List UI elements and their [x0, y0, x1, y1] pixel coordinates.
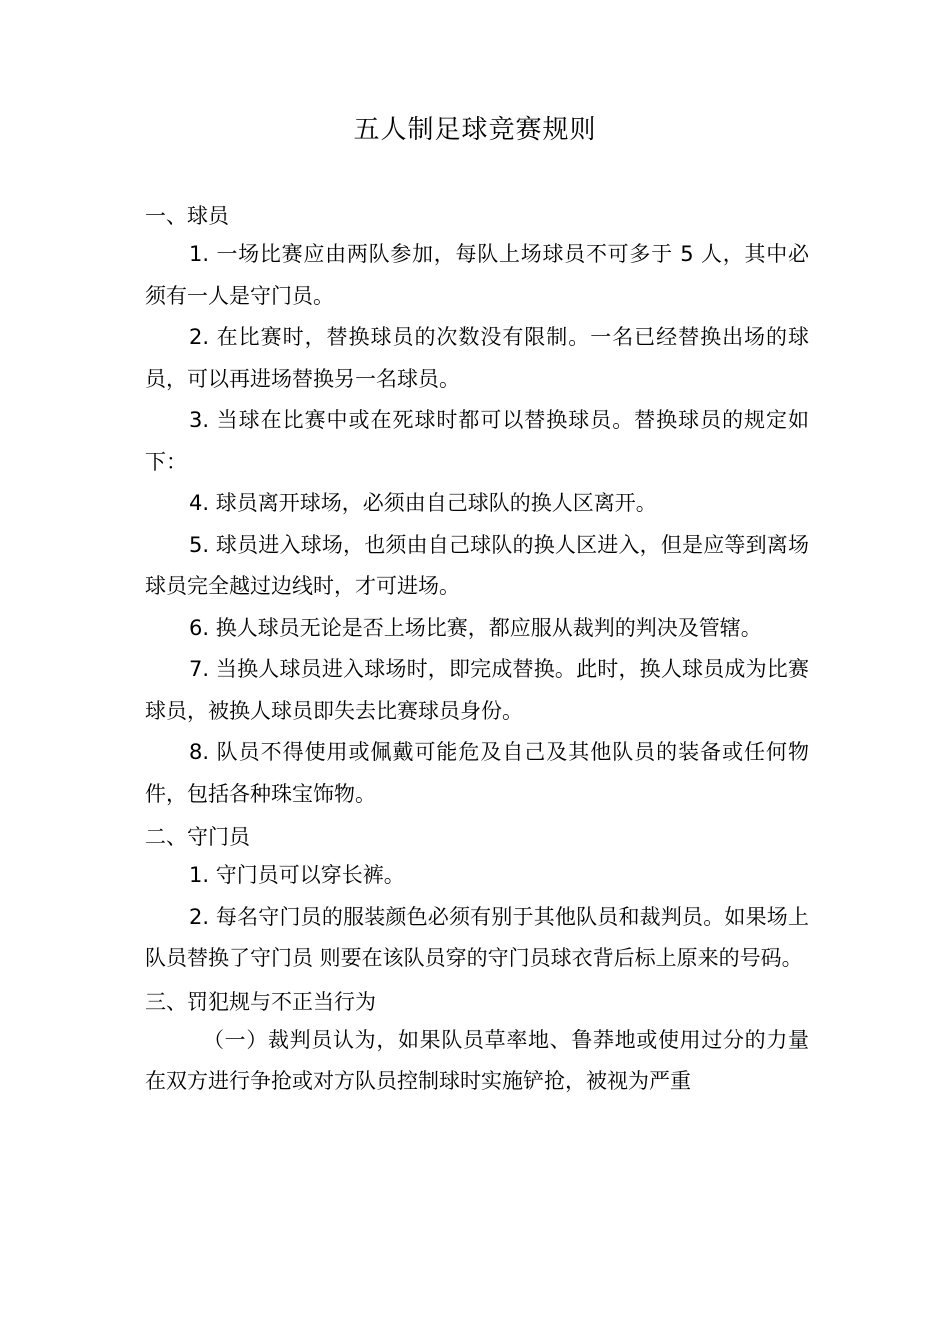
section-heading: 三、罚犯规与不正当行为 — [145, 989, 376, 1014]
rule-paragraph: 6. 换人球员无论是否上场比赛，都应服从裁判的判决及管辖。 — [189, 615, 762, 640]
rule-paragraph: 7. 当换人球员进入球场时，即完成替换。此时，换人球员成为比赛球员，被换人球员即失去比赛球员身份。 — [145, 657, 809, 723]
rule-paragraph: 3. 当球在比赛中或在死球时都可以替换球员。替换球员的规定如下： — [145, 408, 809, 474]
rule-paragraph: 1. 一场比赛应由两队参加，每队上场球员不可多于 5 人，其中必须有一人是守门员。 — [145, 242, 809, 308]
document-body — [145, 198, 809, 1103]
rule-paragraph: 2. 在比赛时，替换球员的次数没有限制。一名已经替换出场的球员，可以再进场替换另一名球员。 — [145, 325, 809, 391]
rule-paragraph: 5. 球员进入球场，也须由自己球队的换人区进入，但是应等到离场球员完全越过边线时，才可进场。 — [145, 532, 809, 598]
rule-paragraph: 1. 守门员可以穿长裤。 — [189, 863, 405, 887]
section-heading: 二、守门员 — [145, 825, 250, 849]
rule-paragraph: （一）裁判员认为，如果队员草率地、鲁莽地或使用过分的力量在双方进行争抢或对方队员控制球时实施铲抢，被视为严重 — [145, 1027, 809, 1093]
section-fouls — [145, 984, 809, 1103]
section-players — [145, 198, 809, 815]
rule-paragraph: 8. 队员不得使用或佩戴可能危及自己及其他队员的装备或任何物件，包括各种珠宝饰物。 — [145, 740, 809, 806]
rule-paragraph: 4. 球员离开球场，必须由自己球队的换人区离开。 — [189, 491, 657, 515]
section-goalkeeper — [145, 819, 809, 980]
rule-paragraph: 2. 每名守门员的服装颜色必须有别于其他队员和裁判员。如果场上队员替换了守门员 则要在该队员穿的守门员球衣背后标上原来的号码。 — [145, 904, 809, 970]
page-title: 五人制足球竞赛规则 — [353, 115, 597, 145]
section-heading: 一、球员 — [145, 204, 229, 228]
